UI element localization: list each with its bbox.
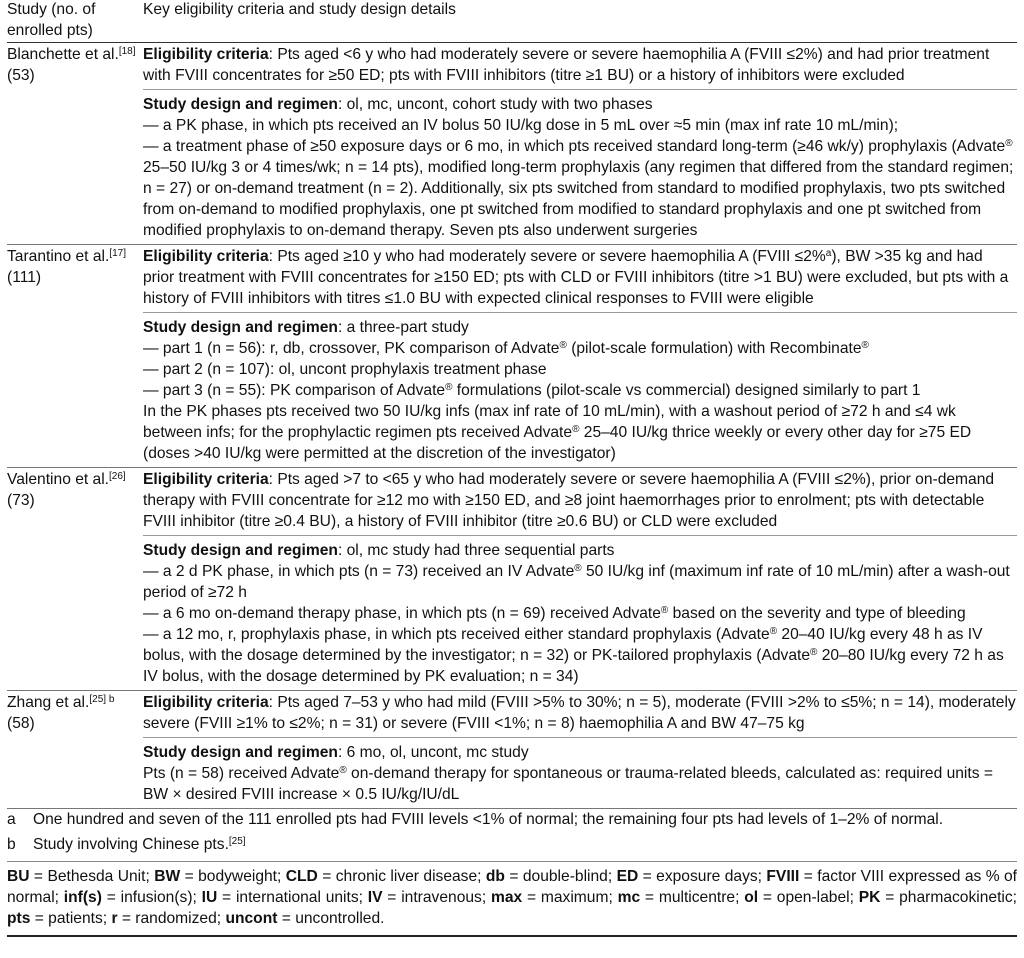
- footnote-label: b: [7, 836, 16, 853]
- footnote-b: [7, 832, 1017, 857]
- table-row: [7, 245, 1017, 468]
- eligibility-criteria: Eligibility criteria: Pts aged ≥10 y who had moderately severe or severe haemophilia A (FVIII ≤2%$^a$), BW >35 kg and had prior treatment with FVIII concentrates for ≥150 ED; pts with CLD or FVIII inhibitors (titre >1 BU) were excluded, but pts with a history of FVIII inhibitors with titres ≤1.0 BU with expected clinical responses to FVIII were eligible: [143, 248, 1009, 307]
- eligibility-criteria: Eligibility criteria: Pts aged <6 y who had moderately severe or severe haemophilia A (FVIII ≤2%) and had prior treatment with FVIII concentrates for ≥50 ED; pts with FVIII inhibitors (titre ≥1 BU) or a history of inhibitors were excluded: [143, 46, 990, 84]
- eligibility-criteria: Eligibility criteria: Pts aged 7–53 y who had mild (FVIII >5% to 30%; n = 5), moderate (FVIII >2% to ≤5%; n = 14), moderately severe (FVIII ≥1% to ≤2%; n = 31) or severe (FVIII <1%; n = 8) haemophilia A and BW 47–75 kg: [143, 694, 1016, 732]
- eligibility-criteria: Eligibility criteria: Pts aged >7 to <65 y who had moderately severe or severe haemophilia A (FVIII ≤2%), prior on-demand therapy with FVIII concentrate for ≥12 mo with ≥150 ED, and ≥8 joint haemorrhages prior to enrolment; pts with detectable FVIII inhibitor (titre ≥0.4 BU), a history of FVIII inhibitor (titre ≥0.6 BU) or CLD were excluded: [143, 471, 995, 530]
- study-details: [143, 691, 1017, 808]
- table-bottom-rule: [7, 935, 1017, 937]
- study-table: [7, 0, 1017, 937]
- study-details: [143, 468, 1017, 690]
- study-details: [143, 43, 1017, 244]
- table-row: [7, 468, 1017, 691]
- table-row: [7, 43, 1017, 245]
- study-design: Study design and regimen: ol, mc, uncont, cohort study with two phases — a PK phase, in which pts received an IV bolus 50 IU/kg dose in 5 mL over ≈5 min (max inf rate 10 mL/min); — a treatment phase of ≥50 exposure days or 6 mo, in which pts received standard long-term (≥46 wk/y) prophylaxis (Advate® 25–50 IU/kg 3 or 4 times/wk; n = 14 pts), modified long-term prophylaxis (any regimen that differed from the standard regimen; n = 27) or on-demand treatment (n = 2). Additionally, six pts switched from standard to modified prophylaxis, two pts switched from on-demand to modified prophylaxis, one pt switched from modified to standard prophylaxis and one pt switched from modified prophylaxis to on-demand therapy. Seven pts also underwent surgeries: [143, 89, 1017, 244]
- footnote-text: One hundred and seven of the 111 enrolled pts had FVIII levels <1% of normal; the remaining four pts had levels of 1–2% of normal.: [33, 811, 944, 828]
- header-criteria-column: Key eligibility criteria and study design details: [143, 1, 456, 18]
- study-name: Tarantino et al.[17] (111): [7, 248, 126, 286]
- footnote-label: a: [7, 811, 16, 828]
- footnote-text: Study involving Chinese pts.[25]: [33, 836, 246, 853]
- study-name: Zhang et al.$^{[25] b}$ (58): [7, 694, 115, 732]
- study-design: Study design and regimen: 6 mo, ol, uncont, mc study Pts (n = 58) received Advate® on-demand therapy for spontaneous or trauma-related bleeds, calculated as: required units = BW × desired FVIII increase × 0.5 IU/kg/IU/dL: [143, 737, 1017, 808]
- study-design: Study design and regimen: ol, mc study had three sequential parts — a 2 d PK phase, in which pts (n = 73) received an IV Advate® 50 IU/kg inf (maximum inf rate of 10 mL/min) after a wash-out period of ≥72 h — a 6 mo on-demand therapy phase, in which pts (n = 69) received Advate® based on the severity and type of bleeding — a 12 mo, r, prophylaxis phase, in which pts received either standard prophylaxis (Advate® 20–40 IU/kg every 48 h as IV bolus, with the dosage determined by the investigator; n = 32) or PK-tailored prophylaxis (Advate® 20–80 IU/kg every 72 h as IV bolus, with the dosage determined by PK evaluation; n = 34): [143, 535, 1017, 690]
- study-details: [143, 245, 1017, 467]
- study-name: Blanchette et al.[18] (53): [7, 46, 136, 84]
- footnote-a: [7, 809, 1017, 832]
- table-row: [7, 691, 1017, 809]
- study-name: Valentino et al.[26] (73): [7, 471, 126, 509]
- abbreviations: BU = Bethesda Unit; BW = bodyweight; CLD = chronic liver disease; db = double-blind; ED = exposure days; FVIII = factor VIII expressed as % of normal; inf(s) = infusion(s); IU = international units; IV = intravenous; max = maximum; mc = multicentre; ol = open-label; PK = pharmacokinetic; pts = patients; r = randomized; uncont = uncontrolled.: [7, 868, 1017, 927]
- table-header: [7, 0, 1017, 43]
- header-study-column: Study (no. of enrolled pts): [7, 1, 96, 39]
- study-design: Study design and regimen: a three-part study — part 1 (n = 56): r, db, crossover, PK comparison of Advate® (pilot-scale formulation) with Recombinate® — part 2 (n = 107): ol, uncont prophylaxis treatment phase — part 3 (n = 55): PK comparison of Advate® formulations (pilot-scale vs commercial) designed similarly to part 1 In the PK phases pts received two 50 IU/kg infs (max inf rate of 10 mL/min), with a washout period of ≥72 h and ≤4 wk between infs; for the prophylactic regimen pts received Advate® 25–40 IU/kg thrice weekly or every other day for ≥75 ED (doses >40 IU/kg were permitted at the discretion of the investigator): [143, 312, 1017, 467]
